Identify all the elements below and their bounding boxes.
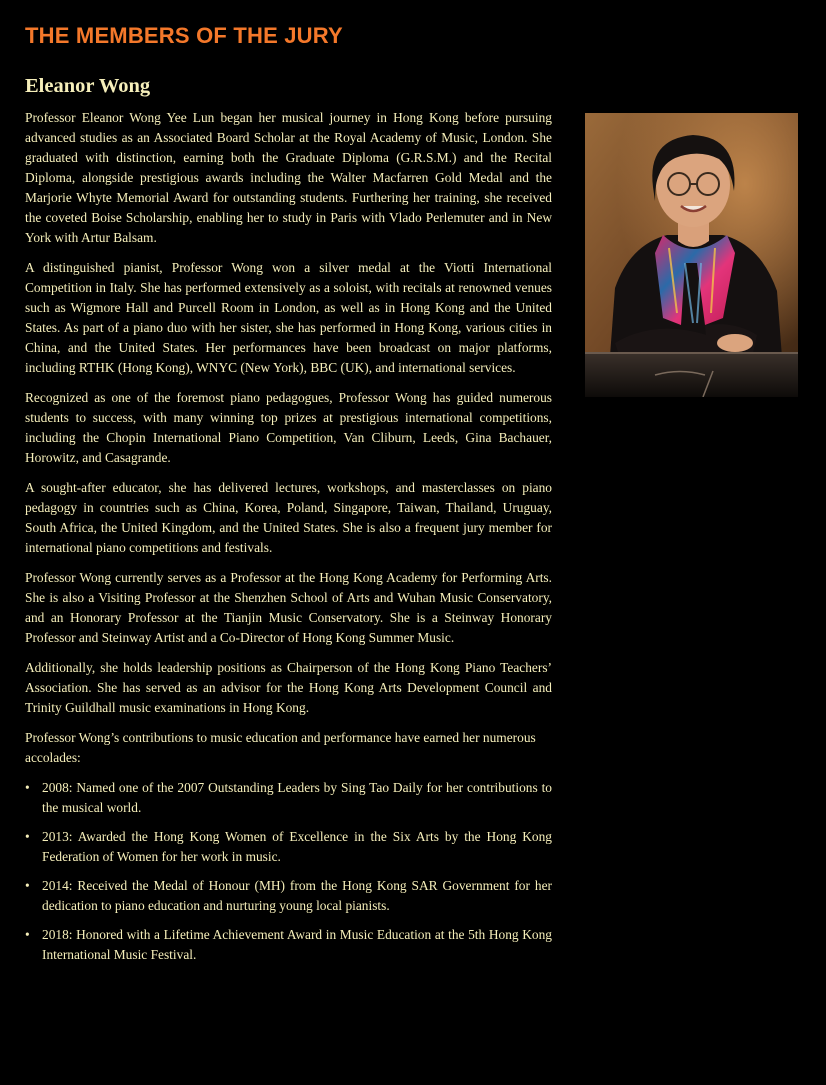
- bio-paragraph-4: A sought-after educator, she has delivered lectures, workshops, and masterclasses on piano pedagogy in countries such as China, Korea, Poland, Singapore, Taiwan, Thailand, Uruguay, South Africa, the United Kingdom, and the United States. She is also a frequent jury member for international piano competitions and festivals.: [25, 480, 552, 555]
- bullet-icon: •: [25, 780, 30, 795]
- accolades-list: [25, 778, 552, 965]
- bio-paragraph-2: A distinguished pianist, Professor Wong won a silver medal at the Viotti International Competition in Italy. She has performed extensively as a soloist, with recitals at renowned venues such as Wigmore Hall and Purcell Room in London, as well as in Hong Kong and the United States. As part of a piano duo with her sister, she has performed in Hong Kong, various cities in China, and the United States. Her performances have been broadcast on major platforms, including RTHK (Hong Kong), WNYC (New York), BBC (UK), and international services.: [25, 260, 552, 375]
- bio-paragraph-5: Professor Wong currently serves as a Professor at the Hong Kong Academy for Performing Arts. She is also a Visiting Professor at the Shenzhen School of Arts and Wuhan Music Conservatory, and an Honorary Professor at the Tianjin Music Conservatory. She is a Steinway Honorary Professor and Steinway Artist and a Co-Director of Hong Kong Summer Music.: [25, 570, 552, 645]
- page-title: THE MEMBERS OF THE JURY: [25, 23, 343, 48]
- accolade-text: 2013: Awarded the Hong Kong Women of Excellence in the Six Arts by the Hong Kong Federation of Women for her work in music.: [42, 829, 552, 864]
- accolade-text: 2018: Honored with a Lifetime Achievement Award in Music Education at the 5th Hong Kong International Music Festival.: [42, 927, 552, 962]
- accolade-text: 2008: Named one of the 2007 Outstanding Leaders by Sing Tao Daily for her contributions to the musical world.: [42, 780, 552, 815]
- biography: [25, 108, 552, 974]
- portrait-icon: [585, 113, 798, 397]
- accolade-text: 2014: Received the Medal of Honour (MH) from the Hong Kong SAR Government for her dedication to piano education and nurturing young local pianists.: [42, 878, 552, 913]
- bullet-icon: •: [25, 878, 30, 893]
- bullet-icon: •: [25, 927, 30, 942]
- bullet-icon: •: [25, 829, 30, 844]
- list-item: [25, 876, 552, 916]
- list-item: [25, 778, 552, 818]
- bio-paragraph-7: Professor Wong’s contributions to music education and performance have earned her numerous accolades:: [25, 730, 536, 765]
- list-item: [25, 925, 552, 965]
- bio-paragraph-3: Recognized as one of the foremost piano pedagogues, Professor Wong has guided numerous students to success, with many winning top prizes at prestigious international competitions, including the Chopin International Piano Competition, Van Cliburn, Leeds, Gina Bachauer, Horowitz, and Casagrande.: [25, 390, 552, 465]
- member-name: Eleanor Wong: [25, 75, 151, 97]
- bio-paragraph-6: Additionally, she holds leadership positions as Chairperson of the Hong Kong Piano Teachers’ Association. She has served as an advisor for the Hong Kong Arts Development Council and Trinity Guildhall music examinations in Hong Kong.: [25, 660, 552, 715]
- bio-paragraph-1: Professor Eleanor Wong Yee Lun began her musical journey in Hong Kong before pursuing advanced studies as an Associated Board Scholar at the Royal Academy of Music, London. She graduated with distinction, earning both the Graduate Diploma (G.R.S.M.) and the Recital Diploma, alongside prestigious awards including the Walter Macfarren Gold Medal and the Marjorie Whyte Memorial Award for outstanding students. Furthering her training, she received the coveted Boise Scholarship, enabling her to study in Paris with Vlado Perlemuter and in New York with Artur Balsam.: [25, 110, 552, 245]
- list-item: [25, 827, 552, 867]
- portrait-photo: [585, 113, 798, 397]
